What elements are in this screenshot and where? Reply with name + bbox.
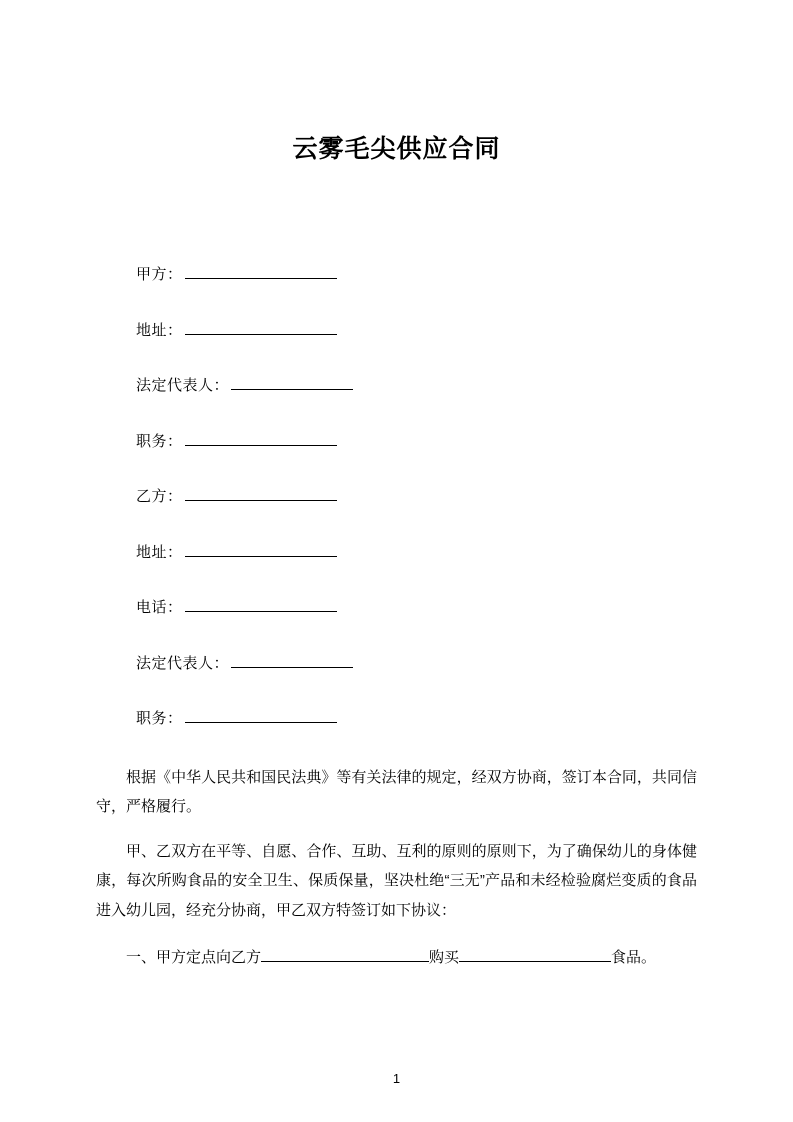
clause-one-blank-goods[interactable] [459,946,611,962]
field-label-address-a: 地址： [136,321,183,339]
paragraph-principles: 甲、乙双方在平等、自愿、合作、互助、互利的原则的原则下，为了确保幼儿的身体健康，每次所购食品的安全卫生、保质保量，坚决杜绝“三无”产品和未经检验腐烂变质的食品进入幼儿园，经充分协商，甲乙双方特签订如下协议： [96,843,697,919]
field-blank-address-a[interactable] [185,319,337,335]
clause-one-suffix: 食品。 [611,948,657,966]
field-label-legal-rep-a: 法定代表人： [136,377,230,394]
clause-one-middle: 购买 [429,948,460,966]
field-blank-party-b[interactable] [185,485,337,501]
field-row-position-a [96,430,697,454]
field-label-position-a: 职务： [136,432,183,450]
field-blank-address-b[interactable] [185,541,337,557]
field-label-position-b: 职务： [136,710,183,727]
party-info-block [96,263,697,731]
clause-one-blank-supplier[interactable] [261,946,429,962]
page-number: 1 [392,1071,401,1086]
field-label-legal-rep-b: 法定代表人： [136,654,230,672]
field-row-phone-b [96,596,697,620]
page-title: 云雾毛尖供应合同 [292,135,501,163]
field-blank-position-a[interactable] [185,430,337,446]
field-blank-legal-rep-a[interactable] [231,374,353,390]
field-label-phone-b: 电话： [136,599,183,616]
field-row-position-b [96,707,697,731]
clause-one [96,943,697,972]
field-row-party-b [96,485,697,509]
field-label-party-b: 乙方： [136,488,183,505]
field-row-address-a [96,319,697,343]
field-label-party-a: 甲方： [136,266,183,283]
paragraph-legal-basis: 根据《中华人民共和国民法典》等有关法律的规定，经双方协商，签订本合同，共同信守，严格履行。 [96,768,697,815]
field-blank-phone-b[interactable] [185,596,337,612]
field-blank-position-b[interactable] [185,707,337,723]
field-row-legal-rep-b [96,652,697,676]
field-row-party-a [96,263,697,287]
field-blank-party-a[interactable] [185,263,337,279]
field-label-address-b: 地址： [136,543,183,561]
clause-one-prefix: 一、甲方定点向乙方 [126,948,262,966]
field-blank-legal-rep-b[interactable] [231,652,353,668]
field-row-legal-rep-a [96,374,697,398]
field-row-address-b [96,541,697,565]
